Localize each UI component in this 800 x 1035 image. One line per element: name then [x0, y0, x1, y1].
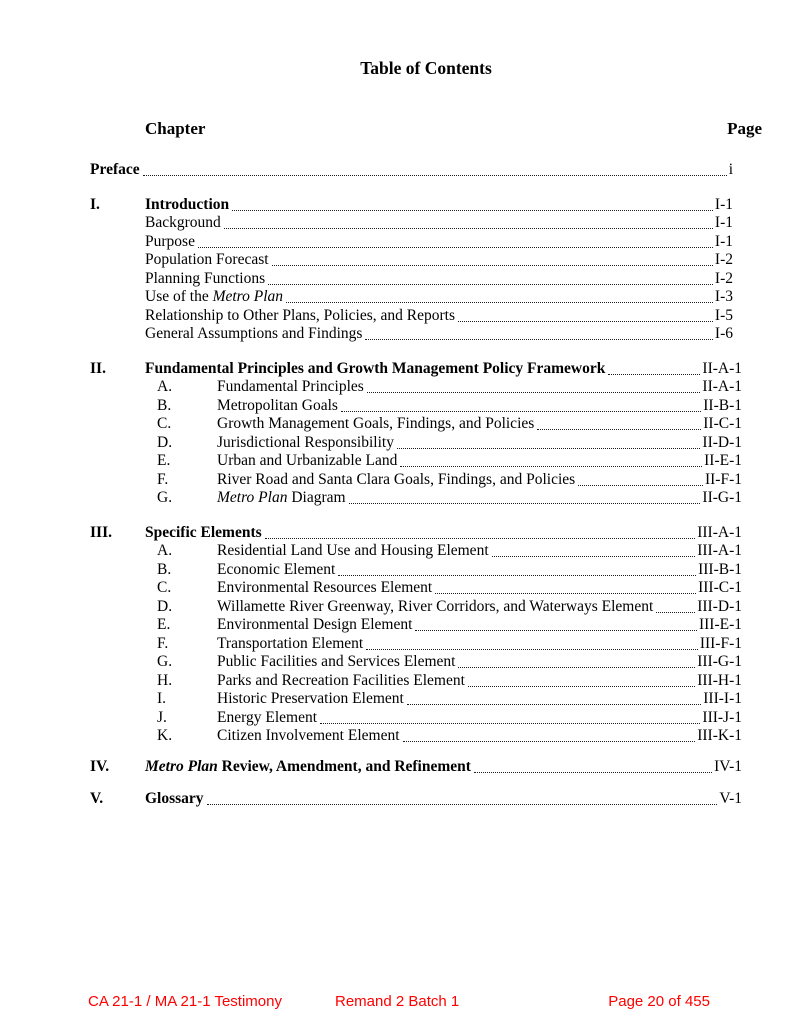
toc-entry-number: V. — [90, 790, 104, 807]
dot-leader — [403, 741, 696, 742]
toc-entry-page: I-2 — [714, 251, 733, 268]
toc-entry-number: F. — [157, 634, 169, 652]
dot-leader — [143, 175, 727, 176]
toc-entry-page: III-A-1 — [697, 523, 742, 541]
dot-leader — [232, 210, 713, 211]
toc-row — [90, 360, 742, 379]
toc-entry-label: Transportation Element — [217, 634, 364, 652]
toc-entry-label: Jurisdictional Responsibility — [217, 433, 394, 451]
toc-entry-page: III-F-1 — [699, 634, 742, 652]
toc-row — [90, 214, 742, 233]
toc-entry-number: B. — [157, 396, 172, 414]
dot-leader — [492, 556, 696, 557]
toc-row — [90, 561, 742, 580]
toc-entry-label: Preface — [90, 161, 140, 178]
dot-leader — [207, 804, 718, 805]
toc-row — [90, 471, 742, 490]
toc-row — [90, 270, 742, 289]
dot-leader — [365, 339, 712, 340]
toc-entry-page: II-D-1 — [702, 433, 742, 451]
toc-entry-label: Glossary — [145, 790, 204, 807]
toc-entry-number: C. — [157, 579, 172, 596]
toc-row — [90, 452, 742, 471]
toc-row — [90, 727, 742, 746]
toc-entry-label: Parks and Recreation Facilities Element — [217, 671, 465, 689]
toc-group — [90, 161, 742, 180]
toc-entry-number: A. — [157, 542, 173, 559]
toc-row — [90, 672, 742, 691]
toc-group — [90, 758, 742, 777]
toc-entry-page: I-3 — [714, 288, 733, 305]
dot-leader — [458, 667, 695, 668]
toc-entry-label: Citizen Involvement Element — [217, 727, 400, 744]
toc-row — [90, 415, 742, 434]
toc-entry-page: II-F-1 — [704, 470, 742, 488]
toc-entry-label: General Assumptions and Findings — [145, 325, 363, 342]
toc-group — [90, 196, 742, 344]
toc-entry-label: Purpose — [145, 232, 195, 250]
toc-entry-number: II. — [90, 359, 106, 377]
toc-entry-page: I-1 — [714, 214, 733, 231]
dot-leader — [608, 374, 700, 375]
toc-entry-label: Urban and Urbanizable Land — [217, 452, 398, 469]
toc-entry-label: Fundamental Principles and Growth Management Policy Framework — [145, 359, 606, 377]
toc-entry-label: Energy Element — [217, 708, 318, 726]
dot-leader — [341, 411, 701, 412]
column-header-page: Page — [727, 119, 762, 138]
toc-entry-page: III-B-1 — [698, 560, 742, 578]
dot-leader — [537, 429, 701, 430]
toc-entry-number: I. — [90, 195, 100, 213]
toc-entry-label: Fundamental Principles — [217, 378, 364, 395]
dot-leader — [656, 612, 695, 613]
toc-entry-page: II-A-1 — [702, 378, 742, 395]
toc-group — [90, 360, 742, 508]
toc-entry-number: F. — [157, 470, 169, 488]
footer-stamp — [0, 992, 800, 1012]
toc-entry-label: Metropolitan Goals — [217, 396, 338, 414]
dot-leader — [397, 448, 700, 449]
toc-entry-page: I-1 — [714, 195, 733, 213]
toc-entry-label: Metro Plan Diagram — [217, 489, 346, 506]
dot-leader — [272, 265, 713, 266]
dot-leader — [458, 321, 713, 322]
footer-center-text: Remand 2 Batch 1 — [335, 993, 460, 1010]
toc-entry-number: III. — [90, 523, 112, 541]
toc-entry-label: Specific Elements — [145, 523, 262, 541]
toc-entry-label: Willamette River Greenway, River Corridors, and Waterways Element — [217, 597, 654, 615]
toc-row — [90, 196, 742, 215]
toc-entry-number: J. — [157, 708, 167, 726]
toc-entry-number: A. — [157, 378, 173, 395]
toc-entry-number: G. — [157, 489, 173, 506]
footer-left-text: CA 21-1 / MA 21-1 Testimony — [88, 993, 282, 1010]
dot-leader — [366, 649, 698, 650]
toc-entry-number: H. — [157, 671, 173, 689]
toc-entry-number: E. — [157, 616, 171, 633]
toc-entry-label: River Road and Santa Clara Goals, Findings, and Policies — [217, 470, 576, 488]
toc-entry-page: III-G-1 — [697, 653, 742, 670]
toc-entry-label: Growth Management Goals, Findings, and Policies — [217, 415, 535, 432]
toc-entry-page: II-A-1 — [702, 359, 742, 377]
dot-leader — [286, 302, 713, 303]
toc-row — [90, 325, 742, 344]
toc-entry-number: D. — [157, 433, 173, 451]
toc-entry-label: Public Facilities and Services Element — [217, 653, 456, 670]
toc-entry-label: Relationship to Other Plans, Policies, and Reports — [145, 306, 455, 324]
toc-entry-label: Environmental Resources Element — [217, 579, 433, 596]
toc-row — [90, 542, 742, 561]
dot-leader — [407, 704, 701, 705]
toc-entry-number: IV. — [90, 757, 110, 775]
toc-entry-page: II-B-1 — [703, 396, 742, 414]
toc-row — [90, 233, 742, 252]
toc-row — [90, 397, 742, 416]
page-title: Table of Contents — [360, 58, 492, 78]
dot-leader — [415, 630, 697, 631]
toc-row — [90, 524, 742, 543]
dot-leader — [338, 575, 696, 576]
toc-entry-page: IV-1 — [714, 757, 742, 775]
toc-entry-label: Residential Land Use and Housing Element — [217, 542, 489, 559]
dot-leader — [349, 503, 701, 504]
toc-entry-label: Metro Plan Review, Amendment, and Refinement — [145, 757, 471, 775]
toc-entry-page: I-6 — [714, 325, 733, 342]
toc-entry-page: III-J-1 — [702, 708, 742, 726]
dot-leader — [268, 284, 713, 285]
toc-entry-number: K. — [157, 727, 173, 744]
column-headers — [90, 119, 762, 139]
toc-entry-page: III-H-1 — [697, 671, 742, 689]
toc-row — [90, 709, 742, 728]
toc-entry-number: B. — [157, 560, 172, 578]
toc-entry-page: i — [728, 161, 733, 178]
toc-row — [90, 690, 742, 709]
toc-entry-page: III-K-1 — [697, 727, 742, 744]
toc-row — [90, 434, 742, 453]
toc-group — [90, 790, 742, 809]
toc-entry-number: C. — [157, 415, 172, 432]
toc-entry-page: III-I-1 — [703, 690, 742, 707]
toc-row — [90, 378, 742, 397]
toc-row — [90, 579, 742, 598]
toc-entry-label: Background — [145, 214, 221, 231]
toc-row — [90, 251, 742, 270]
dot-leader — [265, 538, 696, 539]
dot-leader — [468, 686, 695, 687]
toc-row — [90, 288, 742, 307]
toc-entry-label: Introduction — [145, 195, 230, 213]
toc-group — [90, 524, 742, 746]
toc-entry-page: II-G-1 — [702, 489, 742, 506]
toc-entry-label: Population Forecast — [145, 251, 269, 268]
dot-leader — [224, 228, 713, 229]
toc-entry-page: II-C-1 — [703, 415, 742, 432]
toc-entry-label: Environmental Design Element — [217, 616, 413, 633]
toc-entry-page: II-E-1 — [704, 452, 742, 469]
toc-entry-page: III-A-1 — [697, 542, 742, 559]
toc-entry-label: Historic Preservation Element — [217, 690, 404, 707]
toc-entry-page: I-1 — [714, 232, 733, 250]
footer-right-text: Page 20 of 455 — [608, 993, 710, 1010]
dot-leader — [320, 723, 700, 724]
dot-leader — [435, 593, 696, 594]
toc-row — [90, 790, 742, 809]
toc-row — [90, 598, 742, 617]
dot-leader — [578, 485, 703, 486]
toc-row — [90, 616, 742, 635]
toc-entry-page: I-2 — [714, 269, 733, 287]
toc-entry-page: I-5 — [714, 306, 733, 324]
toc-row — [90, 489, 742, 508]
toc-entry-number: E. — [157, 452, 171, 469]
toc-row — [90, 758, 742, 777]
toc-list — [90, 161, 742, 809]
dot-leader — [400, 466, 702, 467]
toc-entry-number: I. — [157, 690, 167, 707]
dot-leader — [367, 392, 701, 393]
toc-entry-label: Use of the Metro Plan — [145, 288, 284, 305]
toc-entry-page: III-C-1 — [698, 579, 742, 596]
toc-row — [90, 653, 742, 672]
dot-leader — [474, 772, 712, 773]
toc-row — [90, 161, 742, 180]
toc-entry-number: D. — [157, 597, 173, 615]
toc-row — [90, 307, 742, 326]
dot-leader — [198, 247, 713, 248]
toc-row — [90, 635, 742, 654]
toc-entry-page: III-E-1 — [698, 616, 742, 633]
toc-entry-page: V-1 — [719, 790, 742, 807]
toc-entry-label: Economic Element — [217, 560, 336, 578]
column-header-chapter: Chapter — [145, 119, 206, 138]
toc-entry-number: G. — [157, 653, 173, 670]
toc-entry-label: Planning Functions — [145, 269, 266, 287]
toc-entry-page: III-D-1 — [697, 597, 742, 615]
